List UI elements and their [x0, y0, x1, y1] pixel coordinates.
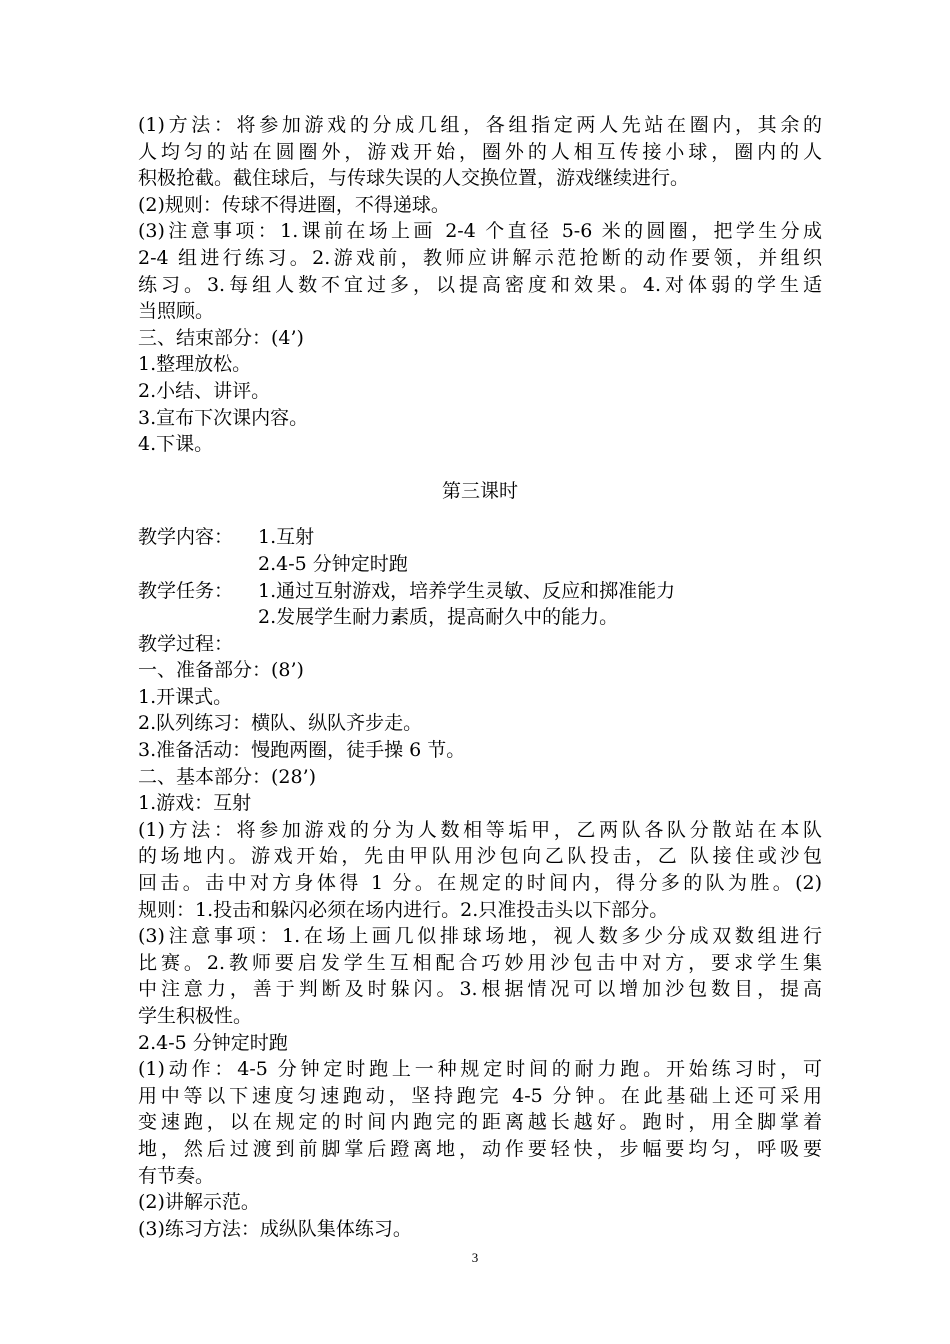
ending-item: 1.整理放松。: [138, 353, 252, 376]
document-body: [138, 112, 822, 1242]
teaching-task-row: [138, 578, 822, 605]
game-notes-paragraph: [138, 218, 822, 324]
text-line: 地，然后过渡到前脚掌后蹬离地，动作要轻快，步幅要均匀，呼吸要: [138, 1137, 822, 1160]
prep-item: 3.准备活动：慢跑两圈，徒手操 6 节。: [138, 739, 466, 762]
run-title: 2.4-5 分钟定时跑: [138, 1031, 288, 1054]
prep-part-title: 一、准备部分：(8’): [138, 659, 304, 682]
text-line: 比赛。2.教师要启发学生互相配合巧妙用沙包击中对方，要求学生集: [138, 951, 822, 974]
text-line: 回击。击中对方身体得 1 分。在规定的时间内，得分多的队为胜。(2): [138, 872, 822, 895]
run-demo: (2)讲解示范。: [138, 1191, 260, 1214]
ending-item: 2.小结、讲评。: [138, 379, 271, 402]
text-line: (3)注意事项：1.在场上画几似排球场地，视人数多少分成双数组进行: [138, 925, 822, 948]
teaching-task-label: 教学任务：: [138, 579, 234, 602]
run-action-paragraph: [138, 1056, 822, 1189]
teaching-task-item: 2.发展学生耐力素质，提高耐久中的能力。: [258, 606, 619, 629]
page-number: 3: [471, 1250, 479, 1265]
text-line: 有节奏。: [138, 1164, 215, 1187]
run-practice: (3)练习方法：成纵队集体练习。: [138, 1217, 412, 1240]
ending-part-title: 三、结束部分：(4’): [138, 326, 304, 349]
teaching-content-item: 1.互射: [258, 526, 315, 549]
teaching-content-row: [138, 551, 822, 578]
teaching-content-item: 2.4-5 分钟定时跑: [258, 552, 408, 575]
text-line: (3)注意事项：1.课前在场上画 2-4 个直径 5-6 米的圆圈，把学生分成: [138, 220, 822, 243]
text-line: (1)方法：将参加游戏的分为人数相等垢甲，乙两队各队分散站在本队: [138, 818, 822, 841]
text-line: 学生积极性。: [138, 1005, 253, 1027]
teaching-process-label: 教学过程：: [138, 632, 234, 655]
text-line: 当照顾。: [138, 300, 215, 323]
text-line: 2-4 组进行练习。2.游戏前，教师应讲解示范抢断的动作要领，并组织: [138, 246, 822, 269]
text-line: 人均匀的站在圆圈外，游戏开始，圈外的人相互传接小球，圈内的人: [138, 140, 822, 163]
game-notes-paragraph: [138, 923, 822, 1029]
text-line: 的场地内。游戏开始，先由甲队用沙包向乙队投击，乙 队接住或沙包: [138, 845, 822, 868]
game-method-paragraph: [138, 817, 822, 923]
text-line: 变速跑，以在规定的时间内跑完的距离越长越好。跑时，用全脚掌着: [138, 1111, 822, 1134]
lesson-heading: 第三课时: [441, 479, 518, 502]
game-method-paragraph: [138, 112, 822, 192]
ending-item: 4.下课。: [138, 433, 214, 456]
text-line: 练习。3.每组人数不宜过多，以提高密度和效果。4.对体弱的学生适: [138, 273, 822, 296]
prep-item: 2.队列练习：横队、纵队齐步走。: [138, 712, 423, 735]
text-line: 用中等以下速度匀速跑动，坚持跑完 4-5 分钟。在此基础上还可采用: [138, 1084, 822, 1107]
teaching-content-row: [138, 524, 822, 551]
text-line: 积极抢截。截住球后，与传球失误的人交换位置，游戏继续进行。: [138, 167, 690, 190]
teaching-content-label: 教学内容：: [138, 526, 234, 549]
game-title: 1.游戏：互射: [138, 792, 252, 815]
ending-item: 3.宣布下次课内容。: [138, 406, 309, 429]
text-line: (1)方法：将参加游戏的分成几组，各组指定两人先站在圈内，其余的: [138, 114, 822, 136]
text-line: (1)动作：4-5 分钟定时跑上一种规定时间的耐力跑。开始练习时，可: [138, 1058, 822, 1081]
teaching-task-item: 1.通过互射游戏，培养学生灵敏、反应和掷准能力: [258, 579, 676, 602]
text-line: 中注意力，善于判断及时躲闪。3.根据情况可以增加沙包数目，提高: [138, 978, 822, 1001]
game-rule: (2)规则：传球不得进圈，不得递球。: [138, 193, 450, 216]
prep-item: 1.开课式。: [138, 685, 233, 708]
basic-part-title: 二、基本部分：(28’): [138, 765, 317, 788]
text-line: 规则：1.投击和躲闪必须在场内进行。2.只准投击头以下部分。: [138, 898, 669, 921]
teaching-task-row: [138, 604, 822, 631]
